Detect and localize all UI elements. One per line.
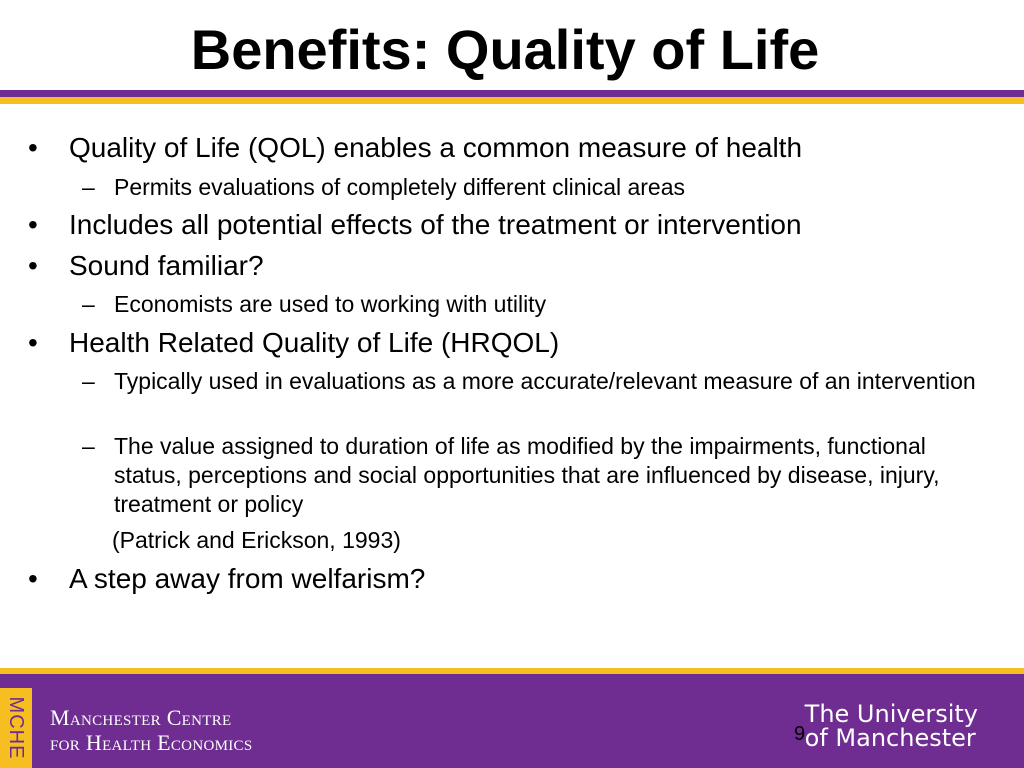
sub-bullet-text: Economists are used to working with utility (114, 291, 547, 317)
bullet-text: Sound familiar? (69, 250, 264, 281)
sub-bullet-glyph: – (82, 433, 95, 459)
sub-bullet-glyph: – (82, 174, 95, 200)
bullet-glyph: • (28, 563, 38, 594)
centre-logo-line1: Manchester Centre (50, 705, 232, 730)
sub-bullet-text: Typically used in evaluations as a more accurate/relevant measure of an intervention (114, 368, 976, 394)
citation: (Patrick and Erickson, 1993) (112, 527, 401, 553)
bullet-text: A step away from welfarism? (69, 563, 426, 594)
sub-bullet-glyph: – (82, 368, 95, 394)
bullet-glyph: • (28, 209, 38, 240)
university-logo (805, 702, 978, 750)
sub-bullet-glyph: – (82, 291, 95, 317)
bullet-text: Quality of Life (QOL) enables a common measure of health (69, 132, 803, 163)
bullet-glyph: • (28, 327, 38, 358)
bullet-text: Health Related Quality of Life (HRQOL) (69, 327, 560, 358)
bullet-glyph: • (28, 132, 38, 163)
slide-title: Benefits: Quality of Life (190, 18, 820, 81)
university-logo-line1: The University (804, 700, 978, 728)
sub-bullet-text: Permits evaluations of completely different clinical areas (114, 174, 686, 200)
centre-logo-line2: for Health Economics (50, 730, 253, 755)
slide-number: 9 (794, 723, 806, 745)
university-logo-line2: of Manchester (804, 724, 976, 752)
bullet-text: Includes all potential effects of the treatment or intervention (69, 209, 802, 240)
mche-tab (0, 688, 32, 768)
bullet-glyph: • (28, 250, 38, 281)
mche-tab-label: MCHE (5, 696, 27, 760)
sub-bullet-text: The value assigned to duration of life as modified by the impairments, functional status, perceptions and social opportunities that are influenced by disease, injury, treatment or policy (114, 433, 940, 517)
centre-logo (50, 705, 252, 755)
